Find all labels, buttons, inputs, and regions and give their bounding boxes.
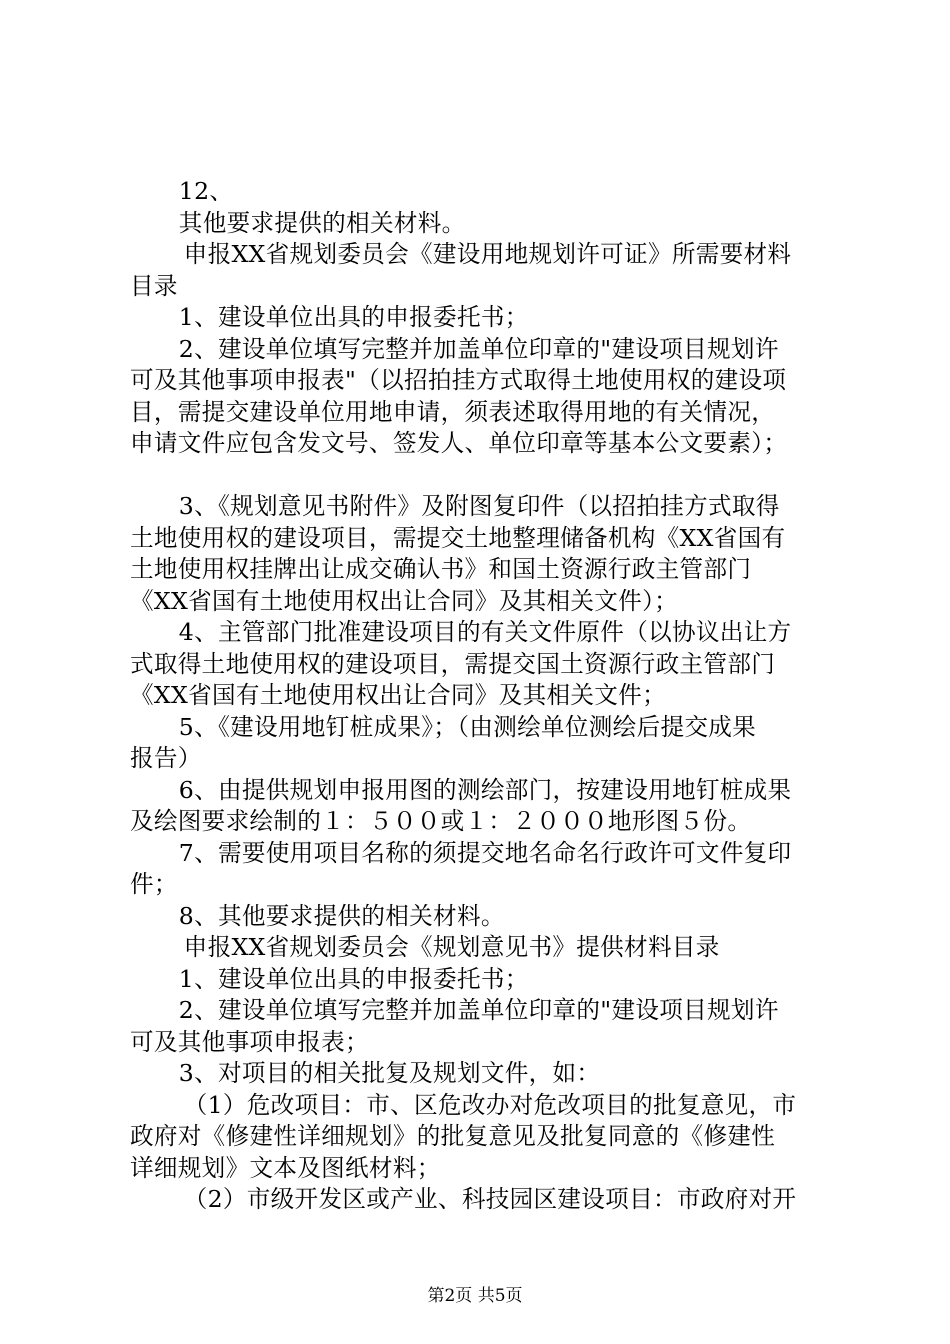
document-line: 3、《规划意见书附件》及附图复印件（以招拍挂方式取得	[178, 492, 780, 520]
document-line: 其他要求提供的相关材料。	[178, 208, 466, 237]
document-line: 式取得土地使用权的建设项目，需提交国土资源行政主管部门	[130, 649, 776, 678]
document-line: 目，需提交建设单位用地申请，须表述取得用地的有关情况，	[130, 397, 776, 426]
page-footer: 第2页 共5页	[427, 1286, 523, 1306]
document-line: 2、建设单位填写完整并加盖单位印章的"建设项目规划许	[178, 996, 779, 1024]
document-line: 《XX省国有土地使用权出让合同》及其相关文件）；	[130, 586, 679, 615]
document-line: 可及其他事项申报表"（以招拍挂方式取得土地使用权的建设项	[130, 366, 787, 394]
document-line: 申报XX省规划委员会《规划意见书》提供材料目录	[183, 933, 720, 961]
document-line: 6、由提供规划申报用图的测绘部门，按建设用地钉桩成果	[178, 775, 792, 804]
document-line: 申报XX省规划委员会《建设用地规划许可证》所需要材料	[183, 240, 792, 268]
blank-line	[130, 460, 832, 492]
document-line: 可及其他事项申报表；	[130, 1027, 369, 1056]
document-line: 1、建设单位出具的申报委托书；	[178, 964, 529, 993]
document-line: 件；	[130, 870, 178, 898]
document-line: 1、建设单位出具的申报委托书；	[178, 303, 529, 331]
document-line: 12、	[178, 177, 234, 205]
document-body	[130, 176, 832, 1216]
document-line: 5、《建设用地钉桩成果》；（由测绘单位测绘后提交成果	[178, 712, 757, 741]
document-line: 申请文件应包含发文号、签发人、单位印章等基本公文要素）；	[130, 429, 788, 457]
document-line: 政府对《修建性详细规划》的批复意见及批复同意的《修建性	[130, 1122, 776, 1150]
document-line: 目录	[130, 271, 178, 300]
document-line: 2、建设单位填写完整并加盖单位印章的"建设项目规划许	[178, 334, 779, 363]
document-line: 《XX省国有土地使用权出让合同》及其相关文件；	[130, 681, 666, 709]
document-line: 土地使用权的建设项目，需提交土地整理储备机构《XX省国有	[130, 523, 786, 552]
document-line: 及绘图要求绘制的１：５００或１：２０００地形图５份。	[130, 807, 752, 835]
document-line: 7、需要使用项目名称的须提交地名命名行政许可文件复印	[178, 838, 792, 867]
document-line: 4、主管部门批准建设项目的有关文件原件（以协议出让方	[178, 618, 792, 646]
document-line: 3、对项目的相关批复及规划文件，如：	[178, 1059, 601, 1087]
document-line: 报告）	[130, 744, 202, 772]
document-line: 土地使用权挂牌出让成交确认书》和国土资源行政主管部门	[130, 555, 752, 583]
document-line: 8、其他要求提供的相关材料。	[178, 901, 505, 930]
document-line: （2）市级开发区或产业、科技园区建设项目：市政府对开	[183, 1185, 797, 1213]
document-line: 详细规划》文本及图纸材料；	[130, 1153, 441, 1182]
document-line: （1）危改项目：市、区危改办对危改项目的批复意见，市	[183, 1090, 797, 1119]
